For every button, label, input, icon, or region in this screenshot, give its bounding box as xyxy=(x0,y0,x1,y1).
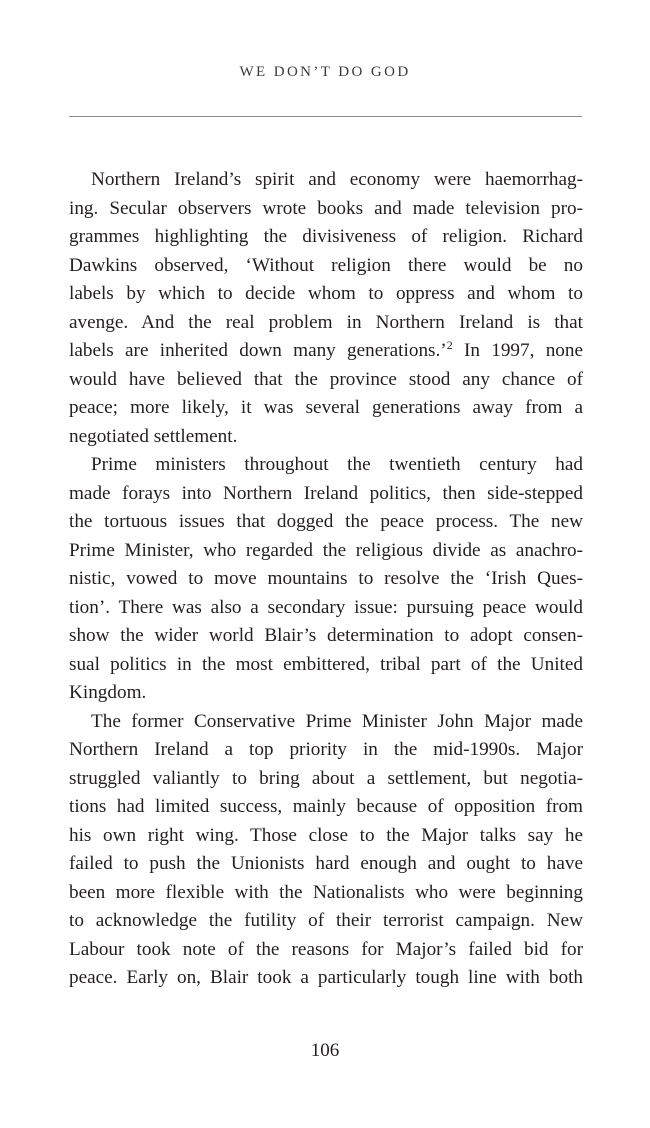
text-line: would have believed that the province stood any chance of xyxy=(69,368,583,390)
text-line: The former Conservative Prime Minister John Major made xyxy=(91,710,583,732)
text-line: grammes highlighting the divisiveness of religion. Richard xyxy=(69,226,583,247)
text-line: labels by which to decide whom to oppress and whom to xyxy=(69,283,583,304)
text-line: tion’. There was also a secondary issue: pursuing peace would xyxy=(69,596,583,618)
text-line: ing. Secular observers wrote books and made television pro- xyxy=(69,197,583,219)
text-line xyxy=(69,337,583,366)
text-line: Dawkins observed, ‘Without religion there would be no xyxy=(69,254,583,276)
text-line: his own right wing. Those close to the Major talks say he xyxy=(69,824,583,846)
running-head: WE DON’T DO GOD xyxy=(239,64,411,80)
paragraph xyxy=(69,708,583,993)
paragraph xyxy=(69,166,583,451)
text-line: to acknowledge the futility of their terrorist campaign. New xyxy=(69,910,583,931)
paragraph xyxy=(69,451,583,708)
footnote-marker: 2 xyxy=(446,338,453,352)
text-line: made forays into Northern Ireland politics, then side-stepped xyxy=(69,482,583,504)
text-line: peace. Early on, Blair took a particularly tough line with both xyxy=(69,967,583,988)
text-line: avenge. And the real problem in Northern Ireland is that xyxy=(69,311,583,333)
text-line: Labour took note of the reasons for Major’s failed bid for xyxy=(69,938,583,960)
text-line: negotiated settlement. xyxy=(69,425,238,447)
text-line: Northern Ireland a top priority in the mid-1990s. Major xyxy=(69,739,583,760)
text-line: Prime Minister, who regarded the religious divide as anachro- xyxy=(69,539,583,561)
text-line: struggled valiantly to bring about a settlement, but negotia- xyxy=(69,767,583,789)
text-line: nistic, vowed to move mountains to resolve the ‘Irish Ques- xyxy=(69,568,583,589)
header-rule xyxy=(69,116,582,117)
text-line: been more flexible with the Nationalists who were beginning xyxy=(69,881,583,903)
text-line: sual politics in the most embittered, tribal part of the United xyxy=(69,653,583,675)
text-line: peace; more likely, it was several generations away from a xyxy=(69,397,583,418)
text-line: Kingdom. xyxy=(69,682,147,703)
text-line: the tortuous issues that dogged the peace process. The new xyxy=(69,511,583,532)
text-segment: In 1997, none xyxy=(452,340,583,361)
text-line: tions had limited success, mainly because of opposition from xyxy=(69,796,583,817)
text-line: failed to push the Unionists hard enough and ought to have xyxy=(69,853,583,874)
text-line: Northern Ireland’s spirit and economy were haemorrhag- xyxy=(91,169,583,190)
text-segment: labels are inherited down many generations.’ xyxy=(69,340,447,361)
body-text xyxy=(69,166,583,993)
text-line: Prime ministers throughout the twentieth century had xyxy=(91,454,583,475)
text-line: show the wider world Blair’s determination to adopt consen- xyxy=(69,625,583,646)
page-number: 106 xyxy=(310,1040,340,1061)
